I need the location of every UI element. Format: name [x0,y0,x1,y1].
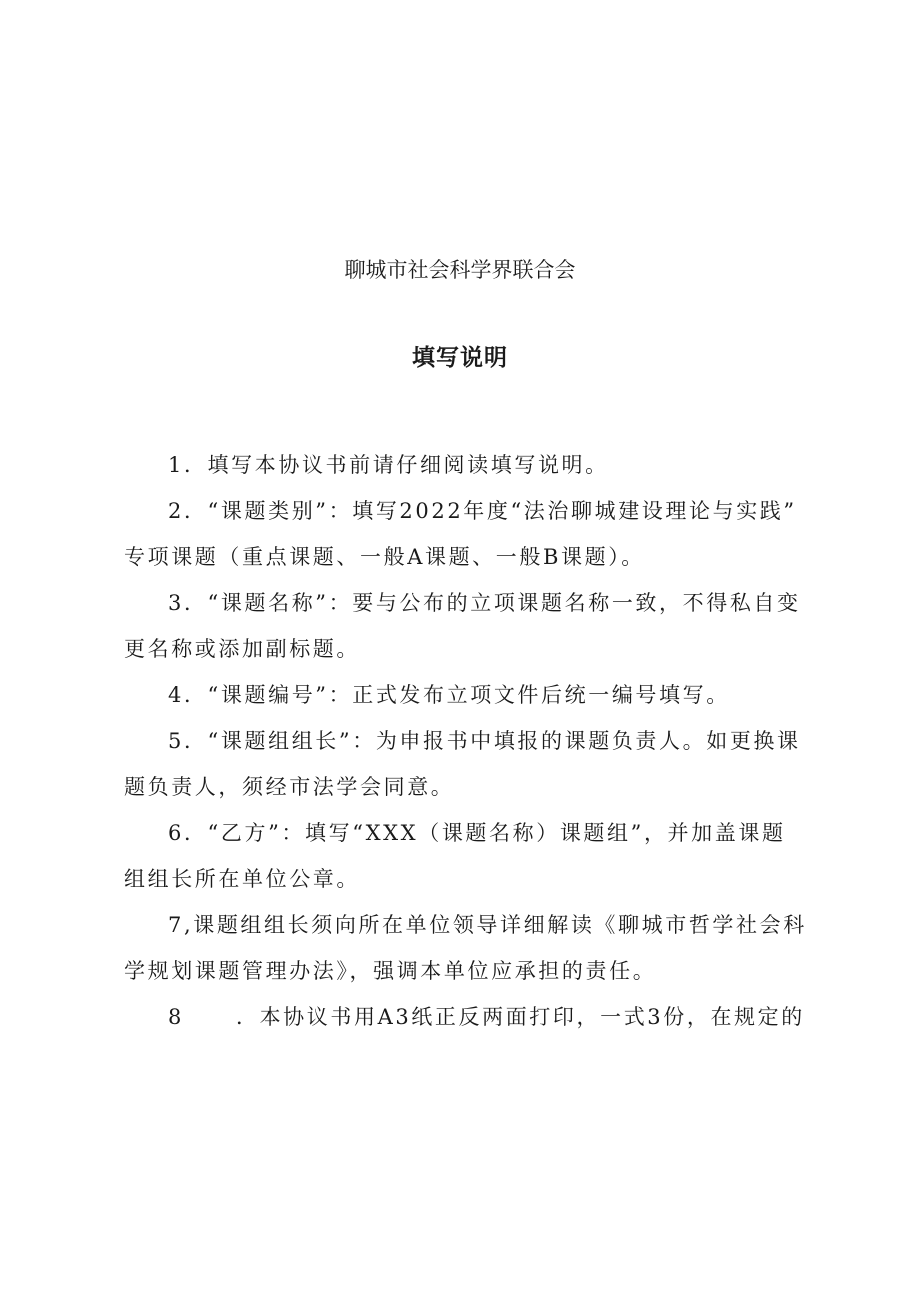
instruction-text: ．本协议书用A3纸正反两面打印，一式3份，在规定的 [235,1005,805,1029]
instruction-line: 题负责人，须经市法学会同意。 [124,775,455,799]
instruction-item-4 [124,672,804,718]
instruction-line: 4．“课题编号”：正式发布立项文件后统一编号填写。 [168,683,730,707]
instructions-list [124,442,807,1040]
instruction-line: 更名称或添加副标题。 [124,637,360,661]
instruction-item-8 [124,994,804,1040]
instruction-item-5 [124,718,804,810]
page-title: 填写说明 [412,345,508,371]
instruction-item-1 [124,442,804,488]
instruction-line: 2．“课题类别”：填写2022年度“法治聊城建设理论与实践” [168,499,797,523]
instruction-item-2 [124,488,804,580]
instruction-line: 专项课题（重点课题、一般A课题、一般B课题）。 [124,545,645,569]
instruction-line: 学规划课题管理办法》，强调本单位应承担的责任。 [124,959,657,983]
instruction-line: 7,课题组组长须向所在单位领导详细解读《聊城市哲学社会科 [168,913,807,937]
instruction-line [124,994,804,1040]
instruction-item-7 [124,902,807,994]
organization-name: 聊城市社会科学界联合会 [344,258,576,282]
instruction-line: 1．填写本协议书前请仔细阅读填写说明。 [168,453,609,477]
instruction-number: 8 [168,1005,184,1029]
instruction-line: 5．“课题组组长”：为申报书中填报的课题负责人。如更换课 [168,729,801,753]
instruction-line: 3．“课题名称”：要与公布的立项课题名称一致，不得私自变 [168,591,801,615]
instruction-line: 6．“乙方”：填写“XXX（课题名称）课题组”，并加盖课题 [168,821,786,845]
instruction-item-6 [124,810,804,902]
instruction-item-3 [124,580,804,672]
instruction-line: 组组长所在单位公章。 [124,867,360,891]
